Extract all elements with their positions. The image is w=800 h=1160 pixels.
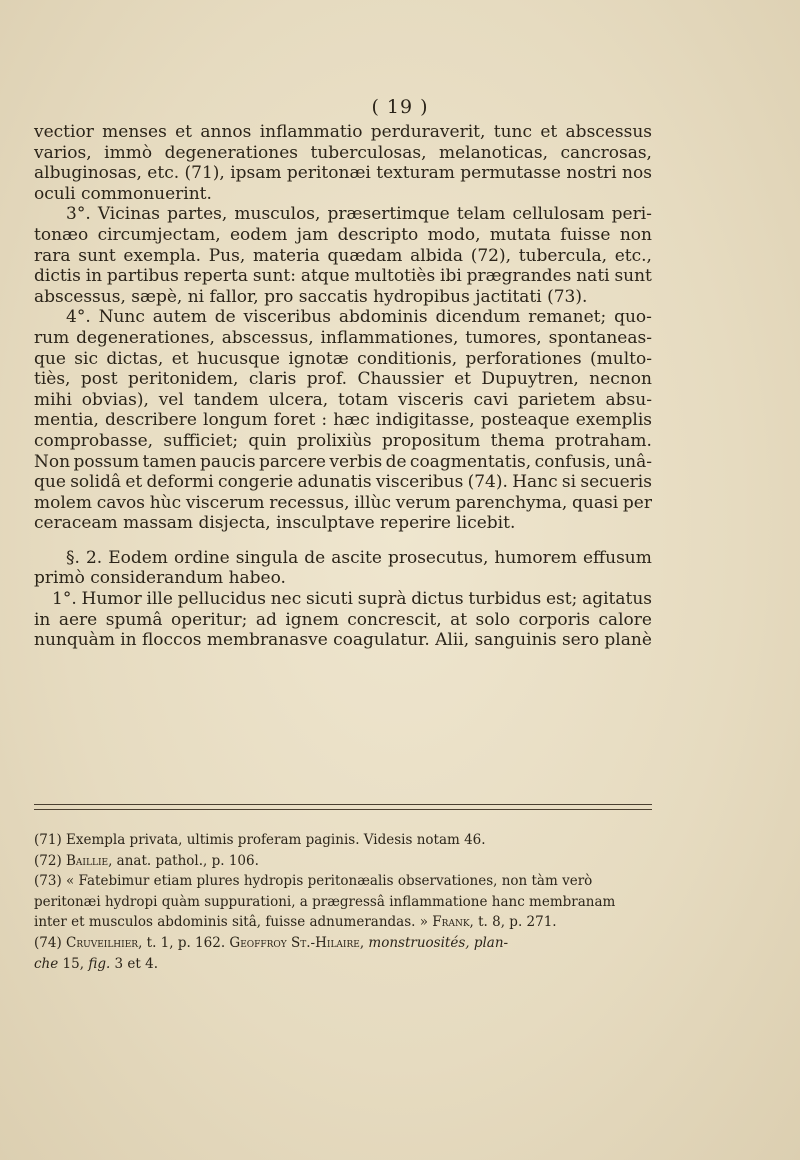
- word: tuberculosas,: [310, 142, 427, 163]
- word: perforationes: [465, 348, 582, 369]
- word: exemplis: [575, 410, 652, 431]
- footnote-74-plate: 15,: [58, 955, 89, 972]
- word: ignem: [285, 609, 339, 630]
- footnote-73-line-1: [34, 871, 652, 892]
- body-line: [34, 568, 652, 589]
- word: immò: [104, 142, 153, 163]
- footnote-74-author-1: Cruveilhier: [66, 934, 139, 951]
- word: de: [214, 307, 236, 328]
- word: est;: [545, 589, 578, 610]
- word: prægrandes: [466, 266, 572, 287]
- word: illùc: [354, 492, 392, 513]
- body-line: [34, 513, 652, 534]
- word: solidâ: [70, 472, 122, 493]
- footnote-73-citation: , t. 8, p. 271.: [469, 914, 557, 931]
- word: solo: [475, 609, 511, 630]
- word: Chaussier: [357, 369, 444, 390]
- body-line: [34, 328, 652, 349]
- footnote-71-text: (71) Exempla privata, ultimis proferam paginis. Videsis notam 46.: [34, 832, 486, 848]
- body-line: [34, 246, 652, 267]
- word: rara: [34, 245, 71, 266]
- footnote-74-author-2: Geoffroy St.-Hilaire: [229, 934, 360, 951]
- body-line: [34, 431, 652, 452]
- word: at: [450, 609, 468, 630]
- word: protraham.: [555, 430, 652, 451]
- word: ipsam: [230, 163, 282, 184]
- word: Pus,: [208, 245, 246, 266]
- word: membranasve: [206, 630, 328, 651]
- word: et: [540, 122, 558, 142]
- footnote-74-line-1: [34, 933, 652, 954]
- word: tandem: [193, 389, 259, 410]
- word: ascite: [331, 547, 382, 568]
- word: nunquàm: [34, 630, 115, 651]
- word: nostri: [566, 163, 617, 184]
- word: ibi: [440, 266, 462, 287]
- word: perduraverit,: [370, 122, 486, 142]
- word: describere: [105, 410, 197, 431]
- word: 3°.: [66, 204, 91, 225]
- word: dicendum: [435, 307, 521, 328]
- word: de: [385, 451, 407, 472]
- word: non: [619, 224, 652, 245]
- word: possum: [73, 451, 140, 472]
- body-line: [34, 266, 652, 287]
- word: musculos,: [234, 204, 321, 225]
- word: molem: [34, 492, 92, 513]
- word: comprobasse,: [34, 430, 154, 451]
- word: sero: [561, 630, 600, 651]
- word: degenerationes: [164, 142, 298, 163]
- footnotes: [34, 830, 652, 974]
- word: de: [304, 547, 326, 568]
- footnote-74-comma: ,: [359, 934, 369, 951]
- word: verum: [395, 492, 451, 513]
- word: corporis: [518, 609, 590, 630]
- word: parietem: [518, 389, 596, 410]
- body-line: [34, 369, 652, 390]
- word: conditionis,: [357, 348, 458, 369]
- word: fuisse: [560, 224, 611, 245]
- word: congerie: [217, 472, 294, 493]
- footnote-72-citation: , anat. pathol., p. 106.: [108, 852, 259, 869]
- footnote-72-author: Baillie: [66, 852, 109, 869]
- footnote-74-figs: 3 et 4.: [110, 955, 159, 972]
- word: cavi: [473, 389, 509, 410]
- word: in: [85, 266, 103, 287]
- body-line: [34, 610, 652, 631]
- word: telam: [456, 204, 506, 225]
- body-line: [34, 548, 652, 569]
- footnote-72-number: (72): [34, 852, 67, 869]
- word: secueris: [580, 472, 652, 493]
- word: indigitasse,: [375, 410, 475, 431]
- word: inflammatio: [259, 122, 363, 142]
- word: mentia,: [34, 410, 99, 431]
- word: abscessus: [565, 122, 652, 142]
- footnote-74-title-cont: che: [34, 955, 59, 972]
- word: tamen: [142, 451, 197, 472]
- word: Vicinas: [97, 204, 161, 225]
- word: cancrosas,: [560, 142, 652, 163]
- word: cellulosam: [512, 204, 605, 225]
- word: tiès,: [34, 369, 71, 390]
- body-line: [34, 493, 652, 514]
- word: Alii,: [435, 630, 470, 651]
- word: 2.: [85, 547, 103, 568]
- word: dictas,: [106, 348, 164, 369]
- body-line: [34, 390, 652, 411]
- word: Dupuytren,: [481, 369, 579, 390]
- word: deformi: [146, 472, 214, 493]
- word: peritonidem,: [128, 369, 239, 390]
- word: necnon: [589, 369, 652, 390]
- word: per: [622, 492, 652, 513]
- body-line-text: abscessus, sæpè, ni fallor, pro saccatis hydropibus jactitati (73).: [34, 286, 588, 307]
- body-line-text: ceraceam massam disjecta, insculptave reperire licebit.: [34, 513, 516, 534]
- footnote-74-citation-1: , t. 1, p. 162.: [138, 934, 230, 951]
- footnote-rule: [34, 804, 652, 810]
- word: remanet;: [528, 307, 607, 328]
- word: recessus,: [269, 492, 350, 513]
- word: et: [454, 369, 471, 390]
- body-line: [34, 452, 652, 473]
- word: paucis: [199, 451, 256, 472]
- word: viscerum: [185, 492, 265, 513]
- word: floccos: [141, 630, 202, 651]
- word: exempla.: [123, 245, 202, 266]
- word: tubercula,: [518, 245, 608, 266]
- word: Hanc: [512, 472, 558, 493]
- word: confusis,: [534, 451, 611, 472]
- word: concrescit,: [347, 609, 442, 630]
- footnote-74-number: (74): [34, 934, 67, 951]
- footnote-74-line-2: [34, 954, 652, 975]
- footnote-71: [34, 830, 652, 851]
- word: albuginosas,: [34, 163, 142, 184]
- body-line: [34, 589, 652, 610]
- word: texturam: [376, 163, 455, 184]
- word: partibus: [106, 266, 179, 287]
- paragraph-gap: [34, 534, 652, 548]
- word: propositum: [381, 430, 481, 451]
- word: prolixiùs: [296, 430, 372, 451]
- word: vectior: [34, 122, 94, 142]
- word: coagmentatis,: [409, 451, 532, 472]
- word: sufficiet;: [163, 430, 239, 451]
- word: tonæo: [34, 224, 89, 245]
- word: in: [34, 609, 51, 630]
- word: 1°.: [52, 589, 77, 610]
- word: abscessus,: [221, 327, 314, 348]
- word: partes,: [167, 204, 228, 225]
- word: operitur;: [171, 609, 248, 630]
- word: degenerationes,: [76, 327, 215, 348]
- word: nos: [622, 163, 652, 184]
- word: obvias),: [81, 389, 149, 410]
- word: mihi: [34, 389, 72, 410]
- word: pellucidus: [177, 589, 266, 610]
- footnote-73-author: Frank: [432, 914, 470, 931]
- word: sunt:: [252, 266, 296, 287]
- body-line-text: primò considerandum habeo.: [34, 568, 286, 589]
- word: (74).: [467, 472, 508, 493]
- word: turbidus: [468, 589, 542, 610]
- word: sanguinis: [474, 630, 557, 651]
- word: sunt: [78, 245, 116, 266]
- word: (71),: [184, 163, 225, 184]
- word: vel: [158, 389, 184, 410]
- word: in: [120, 630, 137, 651]
- word: tunc: [493, 122, 532, 142]
- word: effusum: [583, 547, 652, 568]
- word: verbis: [329, 451, 383, 472]
- footnote-74-fig: fig.: [88, 955, 111, 972]
- word: etc.: [147, 163, 180, 184]
- word: quin: [248, 430, 287, 451]
- body-line: [34, 307, 652, 328]
- word: hucusque: [197, 348, 280, 369]
- word: nec: [270, 589, 302, 610]
- body-line: [34, 349, 652, 370]
- word: Eodem: [108, 547, 168, 568]
- word: totam: [337, 389, 389, 410]
- word: cavos: [96, 492, 145, 513]
- word: visceris: [397, 389, 464, 410]
- word: posteaque: [480, 410, 570, 431]
- body-text: [34, 122, 652, 651]
- word: atque: [300, 266, 350, 287]
- word: mutata: [489, 224, 551, 245]
- word: Humor: [81, 589, 142, 610]
- word: præsertimque: [327, 204, 450, 225]
- word: coagulatur.: [333, 630, 430, 651]
- word: peri-: [611, 204, 652, 225]
- word: thema: [490, 430, 545, 451]
- word: permutasse: [460, 163, 561, 184]
- word: hùc: [149, 492, 182, 513]
- word: (72),: [470, 245, 512, 266]
- page-number: ( 19 ): [371, 96, 429, 118]
- word: calore: [598, 609, 652, 630]
- word: parenchyma,: [455, 492, 568, 513]
- word: et: [175, 122, 193, 142]
- word: quasi: [572, 492, 619, 513]
- body-line: [34, 143, 652, 164]
- word: hæc: [333, 410, 370, 431]
- word: §.: [66, 547, 80, 568]
- footnote-74-title: monstruosités, plan-: [368, 934, 509, 951]
- word: rum: [34, 327, 70, 348]
- word: suprà: [357, 589, 407, 610]
- word: etc.,: [614, 245, 652, 266]
- word: annos: [200, 122, 252, 142]
- word: visceribus: [243, 307, 331, 328]
- footnote-73-text-1: (73) « Fatebimur etiam plures hydropis peritonæalis observationes, non tàm verò: [34, 873, 593, 890]
- body-line: [34, 287, 652, 308]
- word: absu-: [605, 389, 652, 410]
- body-line: [34, 225, 652, 246]
- word: et: [171, 348, 189, 369]
- word: unâ-: [614, 451, 652, 472]
- word: dictus: [411, 589, 464, 610]
- word: sic: [74, 348, 98, 369]
- word: reperta: [183, 266, 248, 287]
- word: Nunc: [98, 307, 145, 328]
- word: ad: [255, 609, 277, 630]
- word: descripto: [337, 224, 419, 245]
- word: aere: [58, 609, 98, 630]
- word: 4°.: [66, 307, 91, 328]
- word: multotiès: [354, 266, 436, 287]
- word: que: [34, 472, 66, 493]
- word: quædam: [327, 245, 403, 266]
- word: jam: [296, 224, 329, 245]
- word: sicuti: [306, 589, 353, 610]
- word: singula: [235, 547, 299, 568]
- word: nati: [576, 266, 610, 287]
- word: si: [561, 472, 577, 493]
- footnote-73-line-3: [34, 912, 652, 933]
- word: albida: [410, 245, 464, 266]
- word: visceribus: [375, 472, 464, 493]
- footnote-72: [34, 851, 652, 872]
- word: (multo-: [590, 348, 652, 369]
- body-line: [34, 122, 652, 143]
- word: peritonæi: [286, 163, 371, 184]
- word: et: [125, 472, 143, 493]
- word: abdominis: [338, 307, 428, 328]
- word: post: [80, 369, 118, 390]
- body-line: [34, 204, 652, 225]
- word: prof.: [306, 369, 348, 390]
- word: circumjectam,: [97, 224, 221, 245]
- word: materia: [252, 245, 320, 266]
- word: melanoticas,: [438, 142, 548, 163]
- word: Non: [34, 451, 71, 472]
- word: parcere: [259, 451, 326, 472]
- word: sunt: [614, 266, 652, 287]
- body-line: [34, 630, 652, 651]
- word: spumâ: [105, 609, 163, 630]
- footnote-73-text-2: peritonæi hydropi quàm suppurationi, a prægressâ inflammatione hanc membranam: [34, 893, 616, 910]
- word: inflammationes,: [320, 327, 459, 348]
- word: planè: [604, 630, 652, 651]
- word: autem: [152, 307, 207, 328]
- word: foret: [273, 410, 316, 431]
- word: ille: [146, 589, 173, 610]
- word: ulcera,: [268, 389, 329, 410]
- word: ordine: [173, 547, 230, 568]
- body-line: [34, 184, 652, 205]
- word: longum: [203, 410, 268, 431]
- word: tumores,: [465, 327, 542, 348]
- word: ignotæ: [288, 348, 349, 369]
- word: que: [34, 348, 66, 369]
- footnote-73-text-3: inter et musculos abdominis sitâ, fuisse adnumerandas. »: [34, 914, 433, 931]
- word: humorem: [494, 547, 577, 568]
- body-line-text: oculi commonuerint.: [34, 183, 212, 204]
- word: menses: [102, 122, 167, 142]
- body-line: [34, 163, 652, 184]
- word: dictis: [34, 266, 81, 287]
- word: agitatus: [582, 589, 652, 610]
- word: eodem: [229, 224, 288, 245]
- body-line: [34, 410, 652, 431]
- word: claris: [248, 369, 297, 390]
- body-line: [34, 472, 652, 493]
- word: spontaneas-: [548, 327, 652, 348]
- word: modo,: [427, 224, 481, 245]
- word: prosecutus,: [387, 547, 489, 568]
- word: varios,: [34, 142, 92, 163]
- word: adunatis: [297, 472, 372, 493]
- footnote-73-line-2: [34, 892, 652, 913]
- word: :: [321, 410, 328, 431]
- word: quo-: [614, 307, 652, 328]
